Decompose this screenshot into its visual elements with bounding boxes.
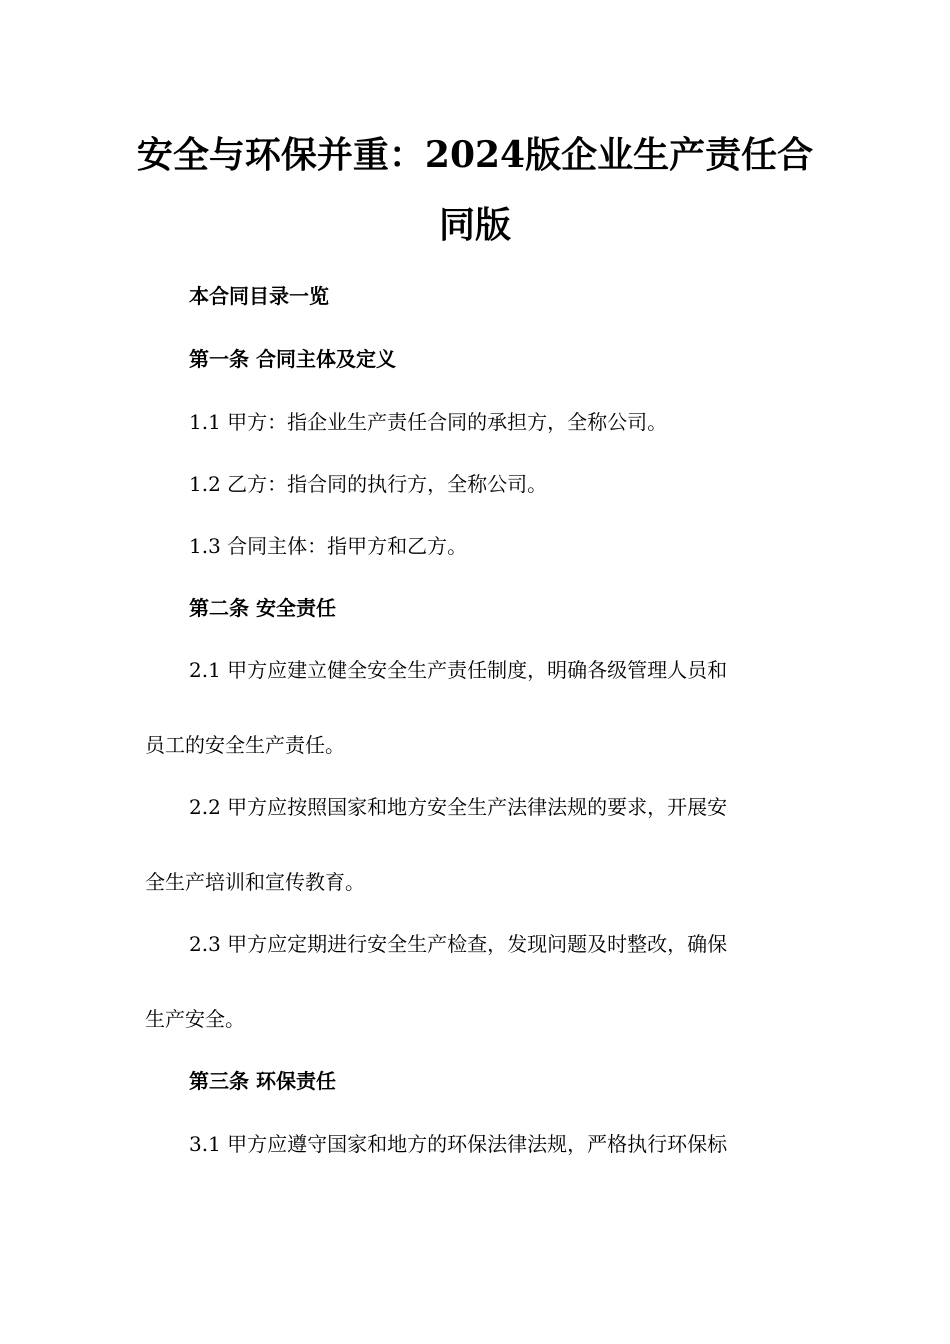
article-3-heading: 第三条 环保责任 — [189, 1069, 336, 1093]
article-1-heading: 第一条 合同主体及定义 — [189, 347, 396, 371]
clause-2-3-line-2: 生产安全。 — [145, 1007, 245, 1031]
clause-2-3-line-1: 2.3 甲方应定期进行安全生产检查，发现问题及时整改，确保 — [189, 932, 728, 956]
clause-1-3: 1.3 合同主体：指甲方和乙方。 — [189, 534, 468, 558]
clause-2-2-line-1: 2.2 甲方应按照国家和地方安全生产法律法规的要求，开展安 — [189, 795, 728, 819]
document-title-line-1: 安全与环保并重：2024版企业生产责任合 — [136, 134, 814, 176]
clause-1-1: 1.1 甲方：指企业生产责任合同的承担方，全称公司。 — [189, 410, 668, 434]
document-title-line-2: 同版 — [438, 204, 511, 246]
article-2-heading: 第二条 安全责任 — [189, 596, 336, 620]
clause-2-1-line-1: 2.1 甲方应建立健全安全生产责任制度，明确各级管理人员和 — [189, 658, 728, 682]
clause-3-1-line-1: 3.1 甲方应遵守国家和地方的环保法律法规，严格执行环保标 — [189, 1132, 728, 1156]
toc-heading: 本合同目录一览 — [189, 284, 329, 308]
clause-1-2: 1.2 乙方：指合同的执行方，全称公司。 — [189, 472, 548, 496]
clause-2-1-line-2: 员工的安全生产责任。 — [145, 733, 345, 757]
clause-2-2-line-2: 全生产培训和宣传教育。 — [145, 870, 365, 894]
